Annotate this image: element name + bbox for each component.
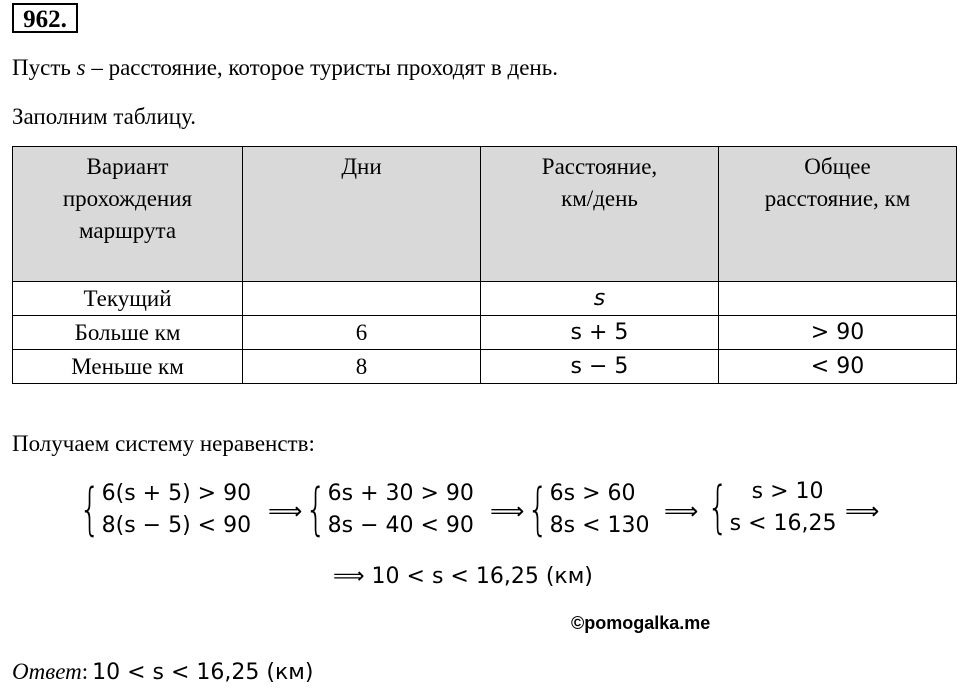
brace-icon: {: [79, 477, 101, 542]
header-total-distance: [719, 147, 957, 282]
table-row: [13, 350, 957, 384]
table-row: [13, 316, 957, 350]
header-days: [243, 147, 481, 282]
implies-arrow: ⟹: [664, 497, 699, 525]
header-line: прохождения: [62, 186, 193, 211]
table-cell: Больше км: [13, 316, 243, 350]
implies-arrow: ⟹: [333, 564, 365, 589]
table-cell: Текущий: [13, 282, 243, 316]
header-line: Общее: [804, 154, 871, 179]
intro-prefix: Пусть: [12, 55, 77, 80]
fill-table-text: Заполним таблицу.: [12, 104, 197, 129]
header-line: км/день: [561, 186, 638, 211]
intro-text: [12, 55, 558, 81]
table-cell: < 90: [719, 350, 957, 384]
data-table: [12, 146, 957, 384]
result-line: [333, 564, 593, 589]
table-cell: 6: [243, 316, 481, 350]
table-cell: [719, 282, 957, 316]
system-line: s < 16,25: [729, 511, 837, 536]
header-line: маршрута: [78, 218, 177, 243]
brace-icon: {: [527, 477, 549, 542]
watermark: ©pomogalka.me: [571, 613, 711, 633]
implies-arrow: ⟹: [490, 497, 525, 525]
system-line: s > 10: [751, 479, 824, 504]
inequality-system-2: [298, 478, 474, 542]
header-line: Расстояние,: [541, 154, 658, 179]
header-route-variant: [13, 147, 243, 282]
table-cell: s: [481, 282, 719, 316]
inequality-system-4: [700, 476, 837, 540]
table-cell: s + 5: [481, 316, 719, 350]
table-header-row: [13, 147, 957, 282]
system-intro-text: Получаем систему неравенств:: [12, 431, 315, 456]
table-cell: > 90: [719, 316, 957, 350]
table-cell: 8: [243, 350, 481, 384]
implies-arrow: ⟹: [845, 497, 880, 525]
inequality-system-3: [520, 478, 650, 542]
problem-number: 962.: [12, 3, 78, 33]
header-line: расстояние, км: [764, 186, 911, 211]
answer-line: [12, 659, 313, 685]
system-line: 8s − 40 < 90: [327, 513, 474, 538]
system-line: 6(s + 5) > 90: [101, 481, 252, 506]
brace-icon: {: [305, 477, 327, 542]
intro-variable: s: [76, 55, 86, 80]
header-distance-per-day: [481, 147, 719, 282]
table-cell: [243, 282, 481, 316]
system-line: 8(s − 5) < 90: [101, 513, 252, 538]
table-row: [13, 282, 957, 316]
intro-suffix: – расстояние, которое туристы проходят в день.: [85, 55, 558, 80]
system-line: 6s > 60: [549, 481, 636, 506]
answer-colon: :: [81, 659, 89, 684]
brace-icon: {: [707, 475, 729, 540]
implies-arrow: ⟹: [268, 497, 303, 525]
result-expression: 10 < s < 16,25 (км): [371, 564, 593, 589]
answer-label: Ответ: [12, 659, 82, 684]
answer-value: 10 < s < 16,25 (км): [92, 660, 314, 685]
inequality-system-1: [72, 478, 251, 542]
system-line: 6s + 30 > 90: [327, 481, 474, 506]
table-cell: Меньше км: [13, 350, 243, 384]
system-line: 8s < 130: [549, 513, 650, 538]
header-line: Дни: [341, 154, 382, 179]
header-line: Вариант: [86, 154, 169, 179]
table-cell: s − 5: [481, 350, 719, 384]
